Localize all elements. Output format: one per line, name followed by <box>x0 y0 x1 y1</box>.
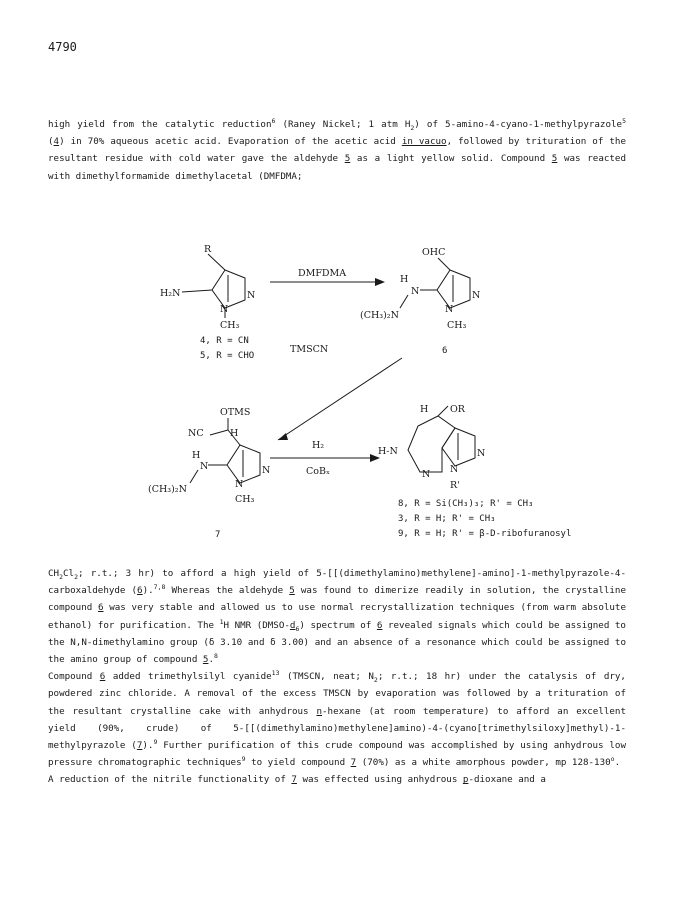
ch3-label: CH₃ <box>220 320 240 331</box>
svg-text:N: N <box>477 448 486 459</box>
compound-5-label: 5, R = CHO <box>200 351 255 361</box>
compound-3-label: 3, R = H; R' = CH₃ <box>398 514 496 524</box>
compound-8-3-9-structure <box>378 404 571 539</box>
nme2-label-7: (CH₃)₂N <box>148 484 187 495</box>
nme2-label: (CH₃)₂N <box>360 310 399 321</box>
body-text <box>48 565 626 789</box>
svg-text:H: H <box>192 450 201 461</box>
otms-label: OTMS <box>220 407 251 418</box>
compound-6-structure <box>360 247 480 356</box>
paragraph-3: Compound 6 added trimethylsilyl cyanide$^{13}$ (TMSCN, neat; $N_2$; r.t.; 18 hr) under the catalysis of dry, powdered zinc chloride. A removal of the excess TMSCN by evaporation was followed by a trituration of the resultant crystalline cake with anhydrous n-hexane (at room temperature) to afford an excellent yield (90%, crude) of 5-[[(dimethylamino)methylene]amino)-4-(cyano[trimethylsiloxy]methyl)-1-methylpyrazole (7).$^9$ Further purification of this crude compound was accomplished by using anhydrous low pressure chromatographic techniques$^9$ to yield compound 7 (70%) as a white amorphous powder, mp 128-130$^o$. <box>48 669 626 769</box>
svg-text:CH₃: CH₃ <box>235 494 255 505</box>
paragraph-2: $CH_2Cl_2$; r.t.; 3 hr) to afford a high yield of 5-[[(dimethylamino)methylene]-amino]-1-methylpyrazole-4-carboxaldehyde (6).$^{7,8}$ Whereas the aldehyde 5 was found to dimerize readily in solution, the crystalline compound 6 was very stable and allowed us to use normal recrystallization techniques (from warm absolute ethanol) for purification. The $^1$H NMR $(DMSO-d_6)$ spectrum of 6 revealed signals which could be assigned to the N,N-dimethylamino group (δ 3.10 and δ 3.00) and an absence of a resonance which could be assigned to the amino group of compound 5.$^8$ <box>48 568 626 666</box>
compound-9-label: 9, R = H; R' = β-D-ribofuranosyl <box>398 529 572 539</box>
arrow-tmscn <box>278 358 402 440</box>
arrow-dmfdma-label: DMFDMA <box>298 268 347 279</box>
compound-8-label: 8, R = Si(CH₃)₃; R' = CH₃ <box>398 499 534 509</box>
compound-7-label: 7 <box>215 530 221 540</box>
arrow-cobx-label: CoBₓ <box>306 466 330 477</box>
svg-text:N: N <box>262 465 271 476</box>
svg-text:CH₃: CH₃ <box>447 320 467 331</box>
r-label: R <box>204 244 212 255</box>
compound-7-structure <box>148 407 270 540</box>
svg-text:N: N <box>235 479 244 490</box>
svg-text:H: H <box>400 274 409 285</box>
arrow-h2-label: H₂ <box>312 440 325 451</box>
hn-label: H-N <box>378 446 398 457</box>
page-number: 4790 <box>48 40 77 54</box>
svg-text:N: N <box>411 286 420 297</box>
nh2-label: H₂N <box>160 288 181 299</box>
svg-text:N: N <box>247 290 256 301</box>
or-label: OR <box>450 404 465 415</box>
compound-4-label: 4, R = CN <box>200 336 249 346</box>
compound-6-label: 6 <box>442 346 448 356</box>
svg-text:N: N <box>220 304 229 315</box>
r-prime-label: R' <box>450 480 460 491</box>
compound-4-5-structure <box>160 244 255 361</box>
svg-text:H: H <box>420 404 429 415</box>
svg-text:N: N <box>472 290 481 301</box>
paragraph-4: A reduction of the nitrile functionality of 7 was effected using anhydrous p-dioxane and a <box>48 774 546 786</box>
nc-label: NC <box>188 428 204 439</box>
ohc-label: OHC <box>422 247 446 258</box>
reaction-scheme <box>120 240 600 560</box>
svg-text:N: N <box>450 464 459 475</box>
svg-text:N: N <box>422 469 431 480</box>
svg-text:N: N <box>200 461 209 472</box>
paragraph-1: high yield from the catalytic reduction$^6$ (Raney Nickel; 1 atm $H_2$) of 5-amino-4-cyano-1-methylpyrazole$^5$ (4) in 70% aqueous acetic acid. Evaporation of the acetic acid in vacuo, followed by trituration of the resultant residue with cold water gave the aldehyde 5 as a light yellow solid. Compound 5 was reacted with dimethylformamide dimethylacetal (DMFDMA; <box>48 116 626 182</box>
svg-text:N: N <box>445 304 454 315</box>
arrow-tmscn-label: TMSCN <box>290 344 329 355</box>
svg-text:H: H <box>230 428 239 439</box>
